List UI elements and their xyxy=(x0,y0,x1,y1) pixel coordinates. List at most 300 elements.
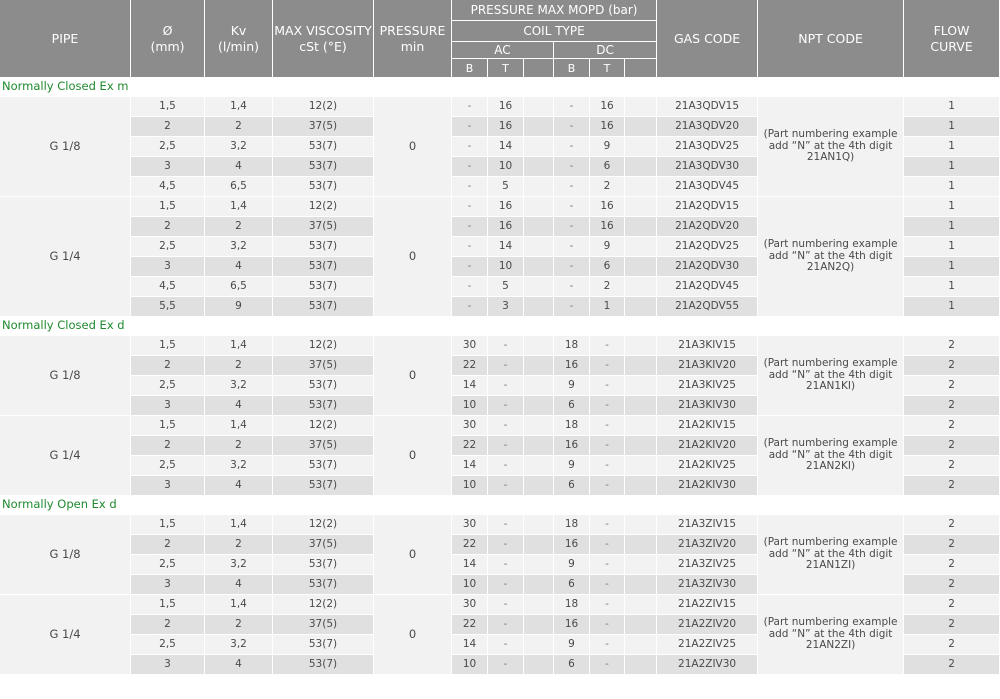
table-row xyxy=(0,515,1000,535)
kv-cell: 9 xyxy=(205,297,273,317)
kv-cell: 4 xyxy=(205,396,273,416)
ac-t-cell: 5 xyxy=(488,277,524,297)
ac-b-cell: 22 xyxy=(452,356,488,376)
diameter-cell: 3 xyxy=(131,257,205,277)
kv-cell: 2 xyxy=(205,535,273,555)
dc-spacer-cell xyxy=(625,257,657,277)
dc-b-cell: - xyxy=(554,277,590,297)
diameter-cell: 3 xyxy=(131,157,205,177)
diameter-cell: 3 xyxy=(131,575,205,595)
pipe-cell: G 1/4 xyxy=(0,416,131,496)
ac-spacer-cell xyxy=(524,595,554,615)
ac-spacer-cell xyxy=(524,336,554,356)
ac-b-cell: 10 xyxy=(452,396,488,416)
npt-code-cell: (Part numbering example add “N” at the 4th digit 21AN2Q) xyxy=(758,197,904,317)
dc-b-cell: 6 xyxy=(554,476,590,496)
dc-t-cell: - xyxy=(590,515,625,535)
diameter-cell: 2 xyxy=(131,356,205,376)
kv-cell: 4 xyxy=(205,257,273,277)
kv-cell: 4 xyxy=(205,575,273,595)
ac-t-cell: - xyxy=(488,416,524,436)
kv-cell: 2 xyxy=(205,356,273,376)
dc-t-cell: - xyxy=(590,575,625,595)
section-header-row xyxy=(0,317,1000,336)
ac-b-cell: 30 xyxy=(452,416,488,436)
diameter-cell: 4,5 xyxy=(131,177,205,197)
viscosity-cell: 53(7) xyxy=(273,177,374,197)
flow-curve-cell: 2 xyxy=(904,476,1000,496)
ac-t-cell: - xyxy=(488,356,524,376)
dc-b-cell: 6 xyxy=(554,396,590,416)
ac-spacer-cell xyxy=(524,555,554,575)
dc-spacer-cell xyxy=(625,575,657,595)
ac-t-cell: - xyxy=(488,635,524,655)
dc-b-cell: - xyxy=(554,157,590,177)
npt-code-cell: (Part numbering example add “N” at the 4th digit 21AN1ZI) xyxy=(758,515,904,595)
flow-curve-cell: 2 xyxy=(904,575,1000,595)
dc-t-cell: 16 xyxy=(590,97,625,117)
dc-spacer-cell xyxy=(625,376,657,396)
viscosity-cell: 53(7) xyxy=(273,476,374,496)
ac-t-cell: 5 xyxy=(488,177,524,197)
diameter-cell: 2,5 xyxy=(131,456,205,476)
viscosity-cell: 53(7) xyxy=(273,376,374,396)
header-dc-t: T xyxy=(590,59,625,78)
dc-b-cell: 16 xyxy=(554,356,590,376)
viscosity-cell: 53(7) xyxy=(273,237,374,257)
flow-curve-cell: 2 xyxy=(904,535,1000,555)
gas-code-cell: 21A2ZIV25 xyxy=(657,635,758,655)
ac-b-cell: 14 xyxy=(452,635,488,655)
viscosity-cell: 53(7) xyxy=(273,277,374,297)
ac-spacer-cell xyxy=(524,197,554,217)
table-header xyxy=(0,0,1000,78)
dc-t-cell: 9 xyxy=(590,137,625,157)
header-max-viscosity: MAX VISCOSITY cSt (°E) xyxy=(273,0,374,78)
ac-b-cell: - xyxy=(452,157,488,177)
ac-spacer-cell xyxy=(524,237,554,257)
viscosity-cell: 37(5) xyxy=(273,436,374,456)
dc-spacer-cell xyxy=(625,277,657,297)
dc-b-cell: - xyxy=(554,177,590,197)
table-row xyxy=(0,595,1000,615)
flow-curve-cell: 2 xyxy=(904,416,1000,436)
ac-spacer-cell xyxy=(524,396,554,416)
diameter-cell: 1,5 xyxy=(131,515,205,535)
kv-cell: 1,4 xyxy=(205,97,273,117)
dc-spacer-cell xyxy=(625,655,657,675)
diameter-cell: 2,5 xyxy=(131,137,205,157)
diameter-cell: 1,5 xyxy=(131,197,205,217)
pressure-min-cell: 0 xyxy=(374,336,452,416)
flow-curve-cell: 1 xyxy=(904,157,1000,177)
ac-spacer-cell xyxy=(524,655,554,675)
kv-cell: 1,4 xyxy=(205,336,273,356)
gas-code-cell: 21A3KIV15 xyxy=(657,336,758,356)
section-title: Normally Open Ex d xyxy=(0,496,1000,515)
dc-t-cell: 16 xyxy=(590,217,625,237)
kv-cell: 3,2 xyxy=(205,237,273,257)
dc-spacer-cell xyxy=(625,177,657,197)
flow-curve-cell: 1 xyxy=(904,117,1000,137)
kv-cell: 4 xyxy=(205,476,273,496)
diameter-cell: 3 xyxy=(131,396,205,416)
viscosity-cell: 12(2) xyxy=(273,515,374,535)
ac-t-cell: 10 xyxy=(488,257,524,277)
dc-t-cell: - xyxy=(590,535,625,555)
viscosity-cell: 53(7) xyxy=(273,137,374,157)
gas-code-cell: 21A2KIV20 xyxy=(657,436,758,456)
dc-b-cell: - xyxy=(554,117,590,137)
ac-spacer-cell xyxy=(524,177,554,197)
ac-t-cell: - xyxy=(488,456,524,476)
ac-b-cell: - xyxy=(452,117,488,137)
viscosity-cell: 37(5) xyxy=(273,535,374,555)
dc-t-cell: - xyxy=(590,615,625,635)
gas-code-cell: 21A2QDV55 xyxy=(657,297,758,317)
dc-spacer-cell xyxy=(625,297,657,317)
ac-b-cell: - xyxy=(452,97,488,117)
ac-spacer-cell xyxy=(524,356,554,376)
dc-t-cell: - xyxy=(590,416,625,436)
header-ac-b: B xyxy=(452,59,488,78)
diameter-cell: 2 xyxy=(131,615,205,635)
diameter-cell: 2 xyxy=(131,217,205,237)
table-row xyxy=(0,416,1000,436)
ac-spacer-cell xyxy=(524,535,554,555)
viscosity-cell: 53(7) xyxy=(273,396,374,416)
flow-curve-cell: 2 xyxy=(904,515,1000,535)
gas-code-cell: 21A2QDV30 xyxy=(657,257,758,277)
header-npt-code: NPT CODE xyxy=(758,0,904,78)
kv-cell: 1,4 xyxy=(205,595,273,615)
diameter-cell: 2 xyxy=(131,436,205,456)
flow-curve-cell: 1 xyxy=(904,97,1000,117)
ac-spacer-cell xyxy=(524,257,554,277)
ac-t-cell: - xyxy=(488,396,524,416)
pipe-cell: G 1/8 xyxy=(0,515,131,595)
flow-curve-cell: 2 xyxy=(904,655,1000,675)
header-gas-code: GAS CODE xyxy=(657,0,758,78)
viscosity-cell: 12(2) xyxy=(273,595,374,615)
kv-cell: 4 xyxy=(205,157,273,177)
pipe-cell: G 1/4 xyxy=(0,595,131,675)
kv-cell: 1,4 xyxy=(205,197,273,217)
header-pressure-min: PRESSURE min xyxy=(374,0,452,78)
gas-code-cell: 21A2KIV15 xyxy=(657,416,758,436)
section-title: Normally Closed Ex d xyxy=(0,317,1000,336)
flow-curve-cell: 1 xyxy=(904,197,1000,217)
kv-cell: 3,2 xyxy=(205,456,273,476)
pressure-min-cell: 0 xyxy=(374,197,452,317)
dc-t-cell: 1 xyxy=(590,297,625,317)
dc-b-cell: - xyxy=(554,97,590,117)
dc-spacer-cell xyxy=(625,197,657,217)
ac-spacer-cell xyxy=(524,436,554,456)
viscosity-cell: 53(7) xyxy=(273,297,374,317)
pipe-cell: G 1/8 xyxy=(0,336,131,416)
dc-t-cell: - xyxy=(590,336,625,356)
ac-b-cell: 14 xyxy=(452,376,488,396)
flow-curve-cell: 1 xyxy=(904,177,1000,197)
gas-code-cell: 21A3QDV30 xyxy=(657,157,758,177)
ac-b-cell: 14 xyxy=(452,555,488,575)
npt-code-cell: (Part numbering example add “N” at the 4th digit 21AN2KI) xyxy=(758,416,904,496)
viscosity-cell: 37(5) xyxy=(273,117,374,137)
kv-cell: 2 xyxy=(205,615,273,635)
flow-curve-cell: 1 xyxy=(904,297,1000,317)
ac-t-cell: - xyxy=(488,615,524,635)
dc-spacer-cell xyxy=(625,476,657,496)
dc-spacer-cell xyxy=(625,555,657,575)
pipe-cell: G 1/4 xyxy=(0,197,131,317)
ac-t-cell: - xyxy=(488,555,524,575)
flow-curve-cell: 2 xyxy=(904,336,1000,356)
dc-t-cell: 6 xyxy=(590,157,625,177)
dc-b-cell: - xyxy=(554,197,590,217)
kv-cell: 3,2 xyxy=(205,635,273,655)
kv-cell: 2 xyxy=(205,217,273,237)
dc-t-cell: - xyxy=(590,595,625,615)
dc-t-cell: 2 xyxy=(590,177,625,197)
diameter-cell: 5,5 xyxy=(131,297,205,317)
viscosity-cell: 53(7) xyxy=(273,635,374,655)
header-diameter: Ø (mm) xyxy=(131,0,205,78)
kv-cell: 1,4 xyxy=(205,416,273,436)
gas-code-cell: 21A3QDV20 xyxy=(657,117,758,137)
dc-b-cell: 18 xyxy=(554,336,590,356)
viscosity-cell: 53(7) xyxy=(273,575,374,595)
header-ac-gap xyxy=(524,59,554,78)
dc-spacer-cell xyxy=(625,117,657,137)
ac-spacer-cell xyxy=(524,97,554,117)
dc-t-cell: 16 xyxy=(590,197,625,217)
ac-t-cell: 14 xyxy=(488,137,524,157)
header-mopd: PRESSURE MAX MOPD (bar) xyxy=(452,0,657,21)
viscosity-cell: 53(7) xyxy=(273,456,374,476)
flow-curve-cell: 1 xyxy=(904,217,1000,237)
gas-code-cell: 21A3ZIV30 xyxy=(657,575,758,595)
gas-code-cell: 21A3ZIV25 xyxy=(657,555,758,575)
viscosity-cell: 37(5) xyxy=(273,615,374,635)
npt-code-cell: (Part numbering example add “N” at the 4th digit 21AN2ZI) xyxy=(758,595,904,675)
dc-t-cell: - xyxy=(590,436,625,456)
ac-spacer-cell xyxy=(524,476,554,496)
ac-b-cell: - xyxy=(452,257,488,277)
ac-t-cell: - xyxy=(488,476,524,496)
dc-spacer-cell xyxy=(625,595,657,615)
ac-spacer-cell xyxy=(524,376,554,396)
dc-b-cell: 9 xyxy=(554,555,590,575)
dc-t-cell: - xyxy=(590,396,625,416)
dc-t-cell: 2 xyxy=(590,277,625,297)
ac-t-cell: 16 xyxy=(488,197,524,217)
ac-t-cell: 3 xyxy=(488,297,524,317)
ac-b-cell: 14 xyxy=(452,456,488,476)
flow-curve-cell: 1 xyxy=(904,257,1000,277)
diameter-cell: 2,5 xyxy=(131,555,205,575)
ac-b-cell: 22 xyxy=(452,615,488,635)
gas-code-cell: 21A3ZIV15 xyxy=(657,515,758,535)
viscosity-cell: 12(2) xyxy=(273,197,374,217)
ac-spacer-cell xyxy=(524,515,554,535)
gas-code-cell: 21A3KIV20 xyxy=(657,356,758,376)
header-kv: Kv (l/min) xyxy=(205,0,273,78)
diameter-cell: 3 xyxy=(131,476,205,496)
dc-spacer-cell xyxy=(625,237,657,257)
dc-spacer-cell xyxy=(625,137,657,157)
viscosity-cell: 53(7) xyxy=(273,257,374,277)
ac-b-cell: 22 xyxy=(452,436,488,456)
ac-b-cell: 30 xyxy=(452,595,488,615)
gas-code-cell: 21A2QDV15 xyxy=(657,197,758,217)
diameter-cell: 2 xyxy=(131,117,205,137)
dc-spacer-cell xyxy=(625,436,657,456)
ac-b-cell: 22 xyxy=(452,535,488,555)
ac-b-cell: 30 xyxy=(452,515,488,535)
gas-code-cell: 21A2ZIV15 xyxy=(657,595,758,615)
header-flow-curve: FLOW CURVE xyxy=(904,0,1000,78)
header-dc-b: B xyxy=(554,59,590,78)
ac-b-cell: - xyxy=(452,177,488,197)
dc-b-cell: 9 xyxy=(554,376,590,396)
ac-t-cell: - xyxy=(488,575,524,595)
kv-cell: 6,5 xyxy=(205,177,273,197)
ac-b-cell: - xyxy=(452,217,488,237)
flow-curve-cell: 1 xyxy=(904,237,1000,257)
ac-b-cell: - xyxy=(452,197,488,217)
header-dc-gap xyxy=(625,59,657,78)
dc-spacer-cell xyxy=(625,615,657,635)
ac-t-cell: - xyxy=(488,336,524,356)
ac-b-cell: - xyxy=(452,277,488,297)
header-dc: DC xyxy=(554,42,657,59)
dc-b-cell: 6 xyxy=(554,575,590,595)
ac-spacer-cell xyxy=(524,157,554,177)
ac-b-cell: 10 xyxy=(452,476,488,496)
ac-spacer-cell xyxy=(524,297,554,317)
diameter-cell: 2,5 xyxy=(131,237,205,257)
kv-cell: 3,2 xyxy=(205,137,273,157)
dc-b-cell: 16 xyxy=(554,436,590,456)
ac-spacer-cell xyxy=(524,635,554,655)
diameter-cell: 1,5 xyxy=(131,416,205,436)
dc-spacer-cell xyxy=(625,396,657,416)
viscosity-cell: 53(7) xyxy=(273,157,374,177)
diameter-cell: 1,5 xyxy=(131,97,205,117)
header-ac: AC xyxy=(452,42,554,59)
viscosity-cell: 12(2) xyxy=(273,336,374,356)
ac-t-cell: 16 xyxy=(488,97,524,117)
table-row xyxy=(0,97,1000,117)
dc-t-cell: 6 xyxy=(590,257,625,277)
dc-spacer-cell xyxy=(625,515,657,535)
dc-b-cell: 9 xyxy=(554,456,590,476)
dc-t-cell: - xyxy=(590,555,625,575)
ac-t-cell: - xyxy=(488,655,524,675)
gas-code-cell: 21A3QDV15 xyxy=(657,97,758,117)
diameter-cell: 2 xyxy=(131,535,205,555)
ac-b-cell: 30 xyxy=(452,336,488,356)
kv-cell: 2 xyxy=(205,436,273,456)
dc-b-cell: - xyxy=(554,237,590,257)
dc-b-cell: - xyxy=(554,137,590,157)
kv-cell: 6,5 xyxy=(205,277,273,297)
kv-cell: 3,2 xyxy=(205,555,273,575)
dc-t-cell: - xyxy=(590,376,625,396)
kv-cell: 1,4 xyxy=(205,515,273,535)
gas-code-cell: 21A3ZIV20 xyxy=(657,535,758,555)
diameter-cell: 2,5 xyxy=(131,635,205,655)
dc-t-cell: 16 xyxy=(590,117,625,137)
pressure-min-cell: 0 xyxy=(374,515,452,595)
section-title: Normally Closed Ex m xyxy=(0,78,1000,97)
dc-b-cell: 16 xyxy=(554,615,590,635)
ac-spacer-cell xyxy=(524,416,554,436)
ac-spacer-cell xyxy=(524,217,554,237)
ac-t-cell: - xyxy=(488,595,524,615)
flow-curve-cell: 2 xyxy=(904,436,1000,456)
ac-t-cell: - xyxy=(488,515,524,535)
dc-t-cell: - xyxy=(590,655,625,675)
dc-b-cell: 18 xyxy=(554,515,590,535)
dc-b-cell: - xyxy=(554,257,590,277)
flow-curve-cell: 2 xyxy=(904,376,1000,396)
flow-curve-cell: 2 xyxy=(904,615,1000,635)
dc-t-cell: 9 xyxy=(590,237,625,257)
ac-b-cell: - xyxy=(452,237,488,257)
dc-b-cell: 6 xyxy=(554,655,590,675)
ac-b-cell: 10 xyxy=(452,655,488,675)
viscosity-cell: 37(5) xyxy=(273,356,374,376)
diameter-cell: 1,5 xyxy=(131,336,205,356)
gas-code-cell: 21A3KIV25 xyxy=(657,376,758,396)
dc-spacer-cell xyxy=(625,157,657,177)
pressure-min-cell: 0 xyxy=(374,97,452,197)
viscosity-cell: 12(2) xyxy=(273,416,374,436)
gas-code-cell: 21A2QDV20 xyxy=(657,217,758,237)
dc-spacer-cell xyxy=(625,535,657,555)
header-coil-type: COIL TYPE xyxy=(452,21,657,42)
gas-code-cell: 21A2QDV45 xyxy=(657,277,758,297)
dc-b-cell: 9 xyxy=(554,635,590,655)
dc-b-cell: 18 xyxy=(554,595,590,615)
ac-t-cell: - xyxy=(488,535,524,555)
pipe-cell: G 1/8 xyxy=(0,97,131,197)
gas-code-cell: 21A2ZIV20 xyxy=(657,615,758,635)
table-body xyxy=(0,78,1000,675)
ac-t-cell: 10 xyxy=(488,157,524,177)
diameter-cell: 1,5 xyxy=(131,595,205,615)
flow-curve-cell: 1 xyxy=(904,277,1000,297)
section-header-row xyxy=(0,78,1000,97)
dc-spacer-cell xyxy=(625,97,657,117)
dc-b-cell: 18 xyxy=(554,416,590,436)
table-row xyxy=(0,197,1000,217)
npt-code-cell: (Part numbering example add “N” at the 4th digit 21AN1KI) xyxy=(758,336,904,416)
kv-cell: 2 xyxy=(205,117,273,137)
flow-curve-cell: 2 xyxy=(904,356,1000,376)
kv-cell: 4 xyxy=(205,655,273,675)
dc-spacer-cell xyxy=(625,456,657,476)
dc-spacer-cell xyxy=(625,356,657,376)
dc-b-cell: - xyxy=(554,217,590,237)
viscosity-cell: 37(5) xyxy=(273,217,374,237)
ac-t-cell: - xyxy=(488,376,524,396)
dc-t-cell: - xyxy=(590,356,625,376)
npt-code-cell: (Part numbering example add “N” at the 4th digit 21AN1Q) xyxy=(758,97,904,197)
ac-spacer-cell xyxy=(524,456,554,476)
